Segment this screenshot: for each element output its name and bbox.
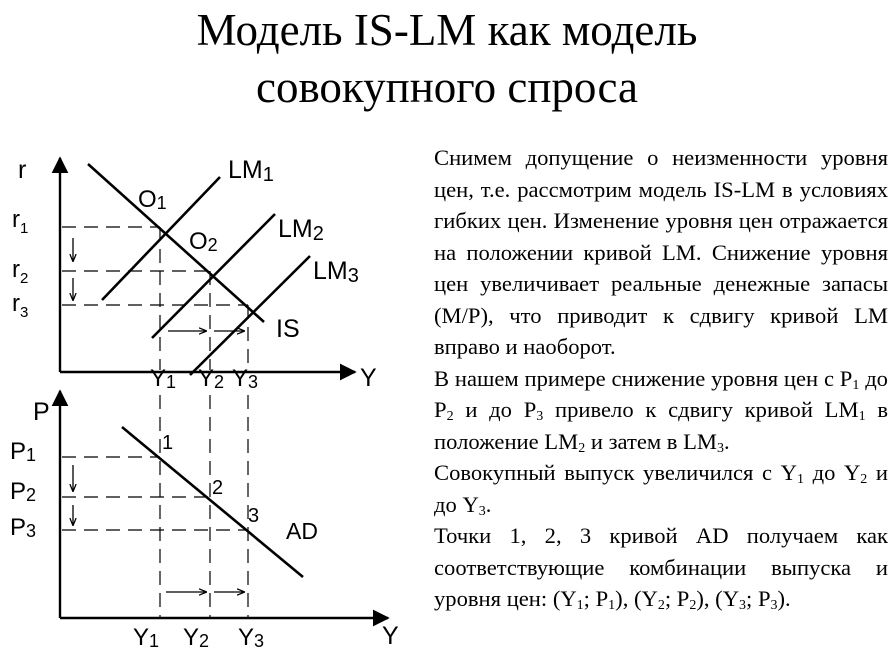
tick-top-y2: Y2 bbox=[198, 365, 225, 392]
title-line-1: Модель IS-LM как модель bbox=[196, 5, 698, 55]
point-3-label: 3 bbox=[248, 505, 260, 527]
tick-p3: P3 bbox=[10, 514, 37, 541]
tick-top-y1: Y1 bbox=[150, 365, 177, 392]
tick-bottom-y1: Y1 bbox=[133, 624, 160, 651]
paragraph-1: Снимем допущение о неизменности уровня цен, т.е. рассмотрим модель IS-LM в условиях гибких цен. Изменение уровня цен отражается на положении кривой LM. Снижение уровня цен увеличивает реальные денежные запасы (M/P), что приводит к сдвигу кривой LM вправо и наоборот. bbox=[434, 145, 888, 359]
tick-p1: P1 bbox=[10, 438, 37, 465]
tick-top-y3: Y3 bbox=[232, 365, 259, 392]
ad-curve bbox=[122, 427, 303, 577]
explanation-text bbox=[434, 142, 888, 615]
lm3-label: LM3 bbox=[313, 257, 359, 287]
o1-label: O1 bbox=[138, 186, 167, 213]
tick-r3: $r_3$ bbox=[12, 290, 29, 321]
paragraph-2: В нашем примере снижение уровня цен с $P_1$ до $P_2$ и до $P_3$ привело к сдвигу кривой $LM_1$ в положение $LM_2$ и затем в $LM_3$. bbox=[434, 365, 888, 456]
title-line-2: совокупного спроса bbox=[255, 62, 639, 112]
top-x-axis-label: Y bbox=[360, 364, 377, 392]
o2-label: O2 bbox=[189, 228, 218, 255]
tick-p2: P2 bbox=[10, 478, 37, 505]
tick-r1: $r_1$ bbox=[12, 206, 29, 237]
bottom-graph bbox=[10, 391, 399, 651]
slide-title bbox=[0, 2, 894, 116]
top-y-axis-label: r bbox=[18, 156, 27, 184]
point-1-label: 1 bbox=[162, 432, 174, 454]
lm2-label: LM2 bbox=[278, 215, 324, 245]
top-graph bbox=[12, 156, 377, 392]
paragraph-3: Совокупный выпуск увеличился с $Y_1$ до $Y_2$ и до $Y_3$. bbox=[434, 460, 888, 519]
is-lm-ad-diagram bbox=[0, 130, 420, 657]
ad-label: AD bbox=[286, 518, 318, 544]
tick-r2: $r_2$ bbox=[12, 256, 29, 287]
is-curve bbox=[88, 164, 264, 322]
lm1-label: LM1 bbox=[228, 156, 274, 186]
bottom-x-axis-label: Y bbox=[382, 622, 399, 650]
point-2-label: 2 bbox=[212, 477, 224, 499]
tick-bottom-y3: Y3 bbox=[238, 624, 265, 651]
bottom-y-axis-label: P bbox=[33, 398, 50, 426]
is-label: IS bbox=[276, 315, 300, 343]
tick-bottom-y2: Y2 bbox=[183, 624, 210, 651]
paragraph-4: Точки 1, 2, 3 кривой AD получаем как соответствующие комбинации выпуска и уровня цен: ($Y_1$; $P_1$), ($Y_2$; $P_2$), ($Y_3$; $P_3$). bbox=[434, 523, 888, 613]
